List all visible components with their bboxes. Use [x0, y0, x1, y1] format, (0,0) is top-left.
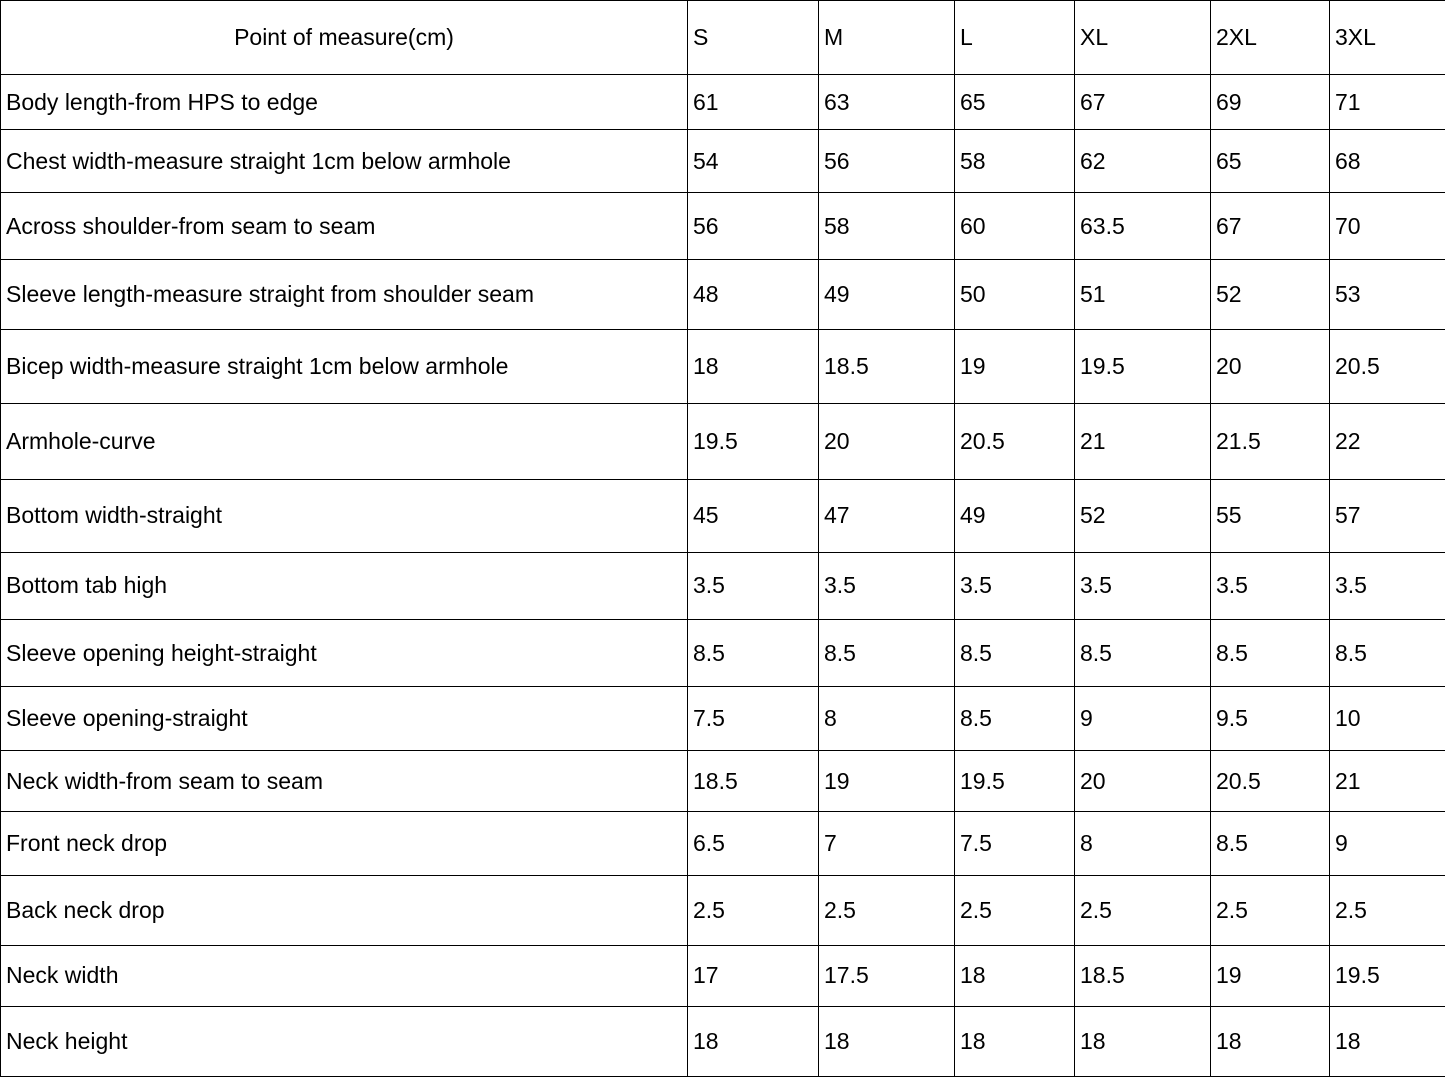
measure-value-2xl: 9.5 [1211, 687, 1330, 751]
measure-label: Sleeve opening-straight [1, 687, 688, 751]
measure-value-m: 8.5 [819, 620, 955, 687]
measure-value-l: 18 [955, 1006, 1075, 1076]
header-size-3xl: 3XL [1330, 1, 1445, 75]
measure-value-2xl: 18 [1211, 1006, 1330, 1076]
measure-value-2xl: 69 [1211, 75, 1330, 130]
measure-value-3xl: 70 [1330, 193, 1445, 260]
measure-value-s: 18 [688, 330, 819, 403]
measure-value-3xl: 57 [1330, 479, 1445, 552]
measure-value-2xl: 8.5 [1211, 812, 1330, 875]
measure-value-2xl: 67 [1211, 193, 1330, 260]
measure-value-2xl: 55 [1211, 479, 1330, 552]
header-size-s: S [688, 1, 819, 75]
measure-value-m: 63 [819, 75, 955, 130]
measure-value-s: 56 [688, 193, 819, 260]
table-row [1, 945, 1445, 1006]
measure-value-l: 60 [955, 193, 1075, 260]
measure-value-m: 2.5 [819, 875, 955, 945]
measure-value-xl: 67 [1075, 75, 1211, 130]
measure-label: Back neck drop [1, 875, 688, 945]
measure-value-l: 50 [955, 260, 1075, 330]
header-size-l: L [955, 1, 1075, 75]
table-body [1, 75, 1445, 1077]
measure-value-m: 58 [819, 193, 955, 260]
measure-value-s: 17 [688, 945, 819, 1006]
measure-value-l: 8.5 [955, 620, 1075, 687]
measure-value-m: 18.5 [819, 330, 955, 403]
table-row [1, 193, 1445, 260]
measure-value-3xl: 21 [1330, 751, 1445, 812]
measure-value-m: 18 [819, 1006, 955, 1076]
measure-value-l: 20.5 [955, 403, 1075, 479]
measure-value-xl: 62 [1075, 130, 1211, 193]
measure-label: Neck height [1, 1006, 688, 1076]
measure-value-xl: 9 [1075, 687, 1211, 751]
measure-value-m: 47 [819, 479, 955, 552]
table-row [1, 130, 1445, 193]
measure-value-xl: 8 [1075, 812, 1211, 875]
measure-value-l: 8.5 [955, 687, 1075, 751]
measure-value-xl: 51 [1075, 260, 1211, 330]
measure-label: Neck width-from seam to seam [1, 751, 688, 812]
header-size-2xl: 2XL [1211, 1, 1330, 75]
measure-value-m: 49 [819, 260, 955, 330]
measure-value-l: 58 [955, 130, 1075, 193]
measure-label: Across shoulder-from seam to seam [1, 193, 688, 260]
measure-value-xl: 18.5 [1075, 945, 1211, 1006]
measure-value-3xl: 19.5 [1330, 945, 1445, 1006]
measure-value-m: 19 [819, 751, 955, 812]
measure-label: Front neck drop [1, 812, 688, 875]
measure-value-s: 7.5 [688, 687, 819, 751]
measure-value-3xl: 18 [1330, 1006, 1445, 1076]
measure-value-xl: 2.5 [1075, 875, 1211, 945]
measure-value-xl: 20 [1075, 751, 1211, 812]
measure-value-l: 49 [955, 479, 1075, 552]
table-row [1, 687, 1445, 751]
measure-value-m: 56 [819, 130, 955, 193]
table-row [1, 479, 1445, 552]
measure-value-l: 18 [955, 945, 1075, 1006]
measure-value-s: 54 [688, 130, 819, 193]
measure-value-s: 18.5 [688, 751, 819, 812]
table-row [1, 812, 1445, 875]
measure-value-xl: 18 [1075, 1006, 1211, 1076]
measure-value-s: 6.5 [688, 812, 819, 875]
table-row [1, 552, 1445, 619]
measure-value-l: 65 [955, 75, 1075, 130]
table-row [1, 620, 1445, 687]
measure-value-2xl: 2.5 [1211, 875, 1330, 945]
measure-label: Neck width [1, 945, 688, 1006]
table-row [1, 260, 1445, 330]
header-point-of-measure: Point of measure(cm) [1, 1, 688, 75]
measure-value-3xl: 22 [1330, 403, 1445, 479]
measure-value-3xl: 3.5 [1330, 552, 1445, 619]
measure-value-3xl: 68 [1330, 130, 1445, 193]
measure-label: Body length-from HPS to edge [1, 75, 688, 130]
measure-value-xl: 52 [1075, 479, 1211, 552]
measure-value-3xl: 2.5 [1330, 875, 1445, 945]
measure-value-m: 7 [819, 812, 955, 875]
table-row [1, 875, 1445, 945]
measure-value-3xl: 71 [1330, 75, 1445, 130]
measure-value-m: 17.5 [819, 945, 955, 1006]
measure-value-2xl: 65 [1211, 130, 1330, 193]
header-size-xl: XL [1075, 1, 1211, 75]
measure-value-2xl: 21.5 [1211, 403, 1330, 479]
measure-value-s: 45 [688, 479, 819, 552]
measure-label: Bicep width-measure straight 1cm below armhole [1, 330, 688, 403]
measure-value-2xl: 20 [1211, 330, 1330, 403]
measure-value-s: 48 [688, 260, 819, 330]
header-row [1, 1, 1445, 75]
table-row [1, 403, 1445, 479]
measure-value-2xl: 3.5 [1211, 552, 1330, 619]
measure-label: Bottom tab high [1, 552, 688, 619]
table-row [1, 1006, 1445, 1076]
measure-value-l: 3.5 [955, 552, 1075, 619]
measure-value-3xl: 53 [1330, 260, 1445, 330]
table-row [1, 75, 1445, 130]
measure-value-xl: 3.5 [1075, 552, 1211, 619]
measure-value-l: 19.5 [955, 751, 1075, 812]
measure-value-xl: 8.5 [1075, 620, 1211, 687]
measure-value-xl: 21 [1075, 403, 1211, 479]
header-size-m: M [819, 1, 955, 75]
measure-value-2xl: 8.5 [1211, 620, 1330, 687]
measure-label: Bottom width-straight [1, 479, 688, 552]
table-row [1, 751, 1445, 812]
measure-value-3xl: 20.5 [1330, 330, 1445, 403]
measure-value-s: 19.5 [688, 403, 819, 479]
measure-value-2xl: 52 [1211, 260, 1330, 330]
measure-value-s: 3.5 [688, 552, 819, 619]
measure-value-3xl: 10 [1330, 687, 1445, 751]
measure-value-m: 3.5 [819, 552, 955, 619]
measure-value-l: 19 [955, 330, 1075, 403]
measure-value-s: 18 [688, 1006, 819, 1076]
measure-value-3xl: 9 [1330, 812, 1445, 875]
table-row [1, 330, 1445, 403]
measure-value-2xl: 19 [1211, 945, 1330, 1006]
measure-label: Armhole-curve [1, 403, 688, 479]
measure-value-2xl: 20.5 [1211, 751, 1330, 812]
measure-label: Sleeve length-measure straight from shoulder seam [1, 260, 688, 330]
measure-value-s: 2.5 [688, 875, 819, 945]
measure-value-3xl: 8.5 [1330, 620, 1445, 687]
measure-label: Sleeve opening height-straight [1, 620, 688, 687]
measure-value-xl: 63.5 [1075, 193, 1211, 260]
measure-label: Chest width-measure straight 1cm below armhole [1, 130, 688, 193]
measure-value-l: 7.5 [955, 812, 1075, 875]
measure-value-xl: 19.5 [1075, 330, 1211, 403]
measure-value-m: 8 [819, 687, 955, 751]
measure-value-s: 8.5 [688, 620, 819, 687]
measure-value-m: 20 [819, 403, 955, 479]
measure-value-s: 61 [688, 75, 819, 130]
measure-value-l: 2.5 [955, 875, 1075, 945]
